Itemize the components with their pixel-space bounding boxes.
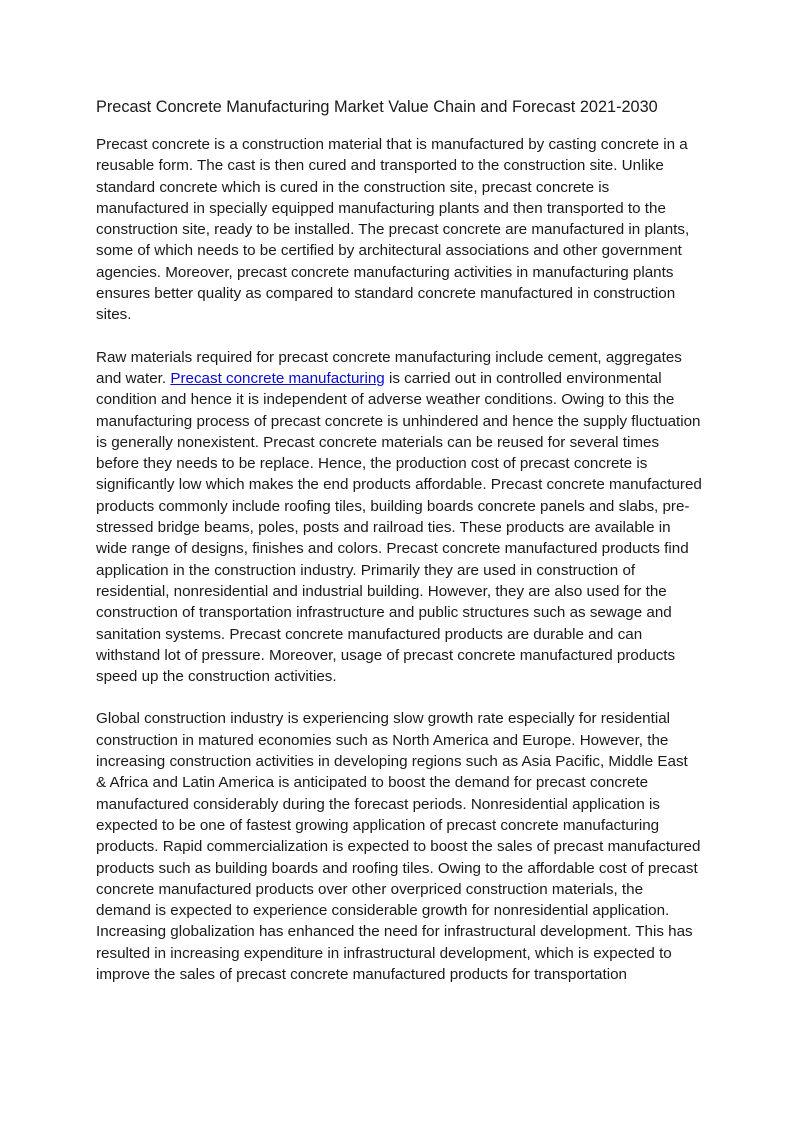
- document-title: Precast Concrete Manufacturing Market Value Chain and Forecast 2021-2030: [96, 98, 658, 116]
- paragraph-text-after-link: is carried out in controlled environmental condition and hence it is independent of adverse weather conditions. Owing to this the manufacturing process of precast concrete is unhindered and hence the supply fluctuation is generally nonexistent. Precast concrete materials can be reused for several times before they needs to be replace. Hence, the production cost of precast concrete is significantly low which makes the end products affordable. Precast concrete manufactured products commonly include roofing tiles, building boards concrete panels and slabs, pre-stressed bridge beams, poles, posts and railroad ties. These products are available in wide range of designs, finishes and colors. Precast concrete manufactured products find application in the construction industry. Primarily they are used in construction of residential, nonresidential and industrial building. However, they are also used for the construction of transportation infrastructure and public structures such as sewage and sanitation systems. Precast concrete manufactured products are durable and can withstand lot of pressure. Moreover, usage of precast concrete manufactured products speed up the construction activities.: [96, 369, 702, 686]
- paragraph-intro: Precast concrete is a construction material that is manufactured by casting concrete in a reusable form. The cast is then cured and transported to the construction site. Unlike standard concrete which is cured in the construction site, precast concrete is manufactured in specially equipped manufacturing plants and then transported to the construction site, ready to be installed. The precast concrete are manufactured in plants, some of which needs to be certified by architectural associations and other government agencies. Moreover, precast concrete manufacturing activities in manufacturing plants ensures better quality as compared to standard concrete manufactured in construction sites.: [96, 136, 690, 324]
- paragraph-global-industry: Global construction industry is experiencing slow growth rate especially for residential construction in matured economies such as North America and Europe. However, the increasing construction activities in developing regions such as Asia Pacific, Middle East & Africa and Latin America is anticipated to boost the demand for precast concrete manufactured considerably during the forecast periods. Nonresidential application is expected to be one of fastest growing application of precast concrete manufacturing products. Rapid commercialization is expected to boost the sales of precast manufactured products such as building boards and roofing tiles. Owing to the affordable cost of precast concrete manufactured products over other overpriced construction materials, the demand is expected to experience considerable growth for nonresidential application. Increasing globalization has enhanced the need for infrastructural development. This has resulted in increasing expenditure in infrastructural development, which is expected to improve the sales of precast concrete manufactured products for transportation: [96, 710, 701, 983]
- paragraph-raw-materials: [96, 347, 702, 688]
- paragraph-text-before-link: Raw materials required for precast concrete manufacturing include cement, aggregates and water.: [96, 348, 682, 387]
- precast-manufacturing-link[interactable]: Precast concrete manufacturing: [170, 369, 385, 387]
- document-page: [96, 96, 702, 1006]
